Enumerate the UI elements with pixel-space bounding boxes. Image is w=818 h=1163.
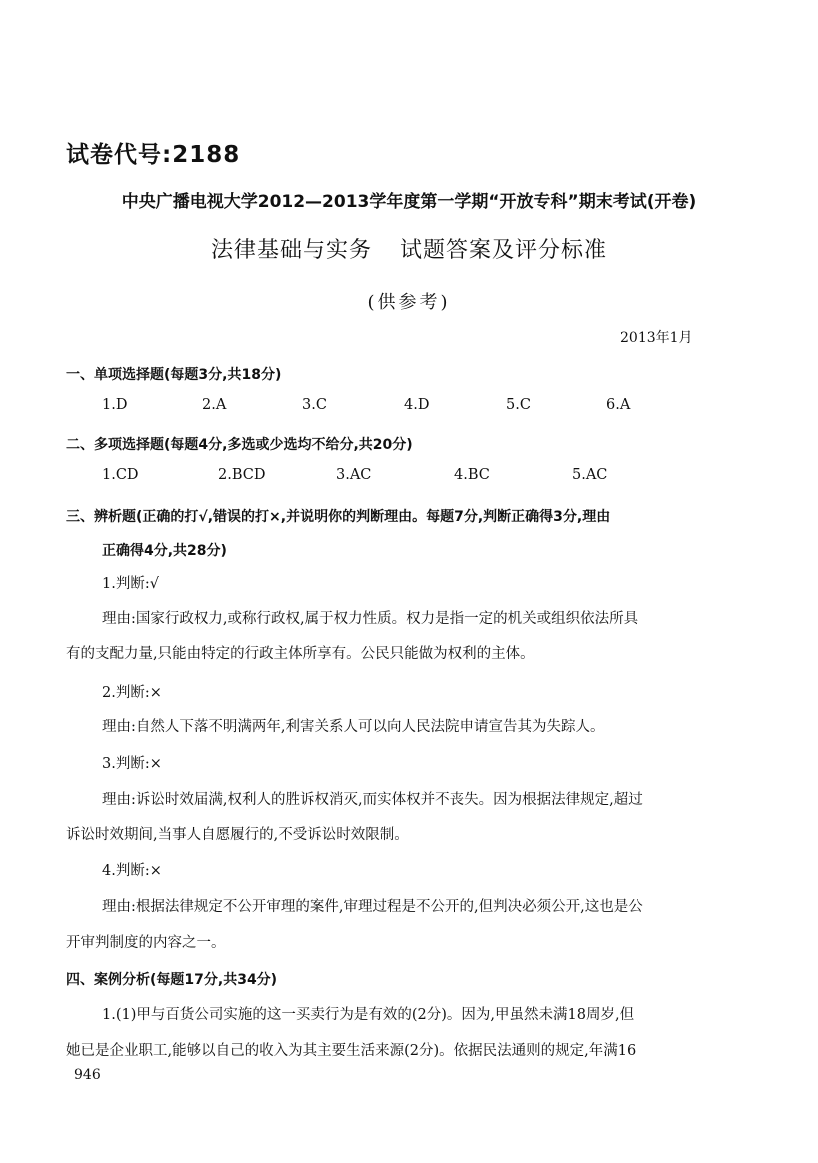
case-1-line2: 她已是企业职工,能够以自己的收入为其主要生活来源(2分)。依据民法通则的规定,年满16 <box>66 1043 637 1059</box>
judge-1: 1.判断:√ <box>102 576 159 592</box>
judge-2: 2.判断:× <box>102 685 162 701</box>
answer-item: 5.AC <box>572 467 608 483</box>
answer-title: 试题答案及评分标准 <box>400 238 608 263</box>
reason-1-line1: 理由:国家行政权力,或称行政权,属于权力性质。权力是指一定的机关或组织依法所具 <box>102 611 639 627</box>
answer-item: 2.A <box>202 397 227 413</box>
document-title <box>0 233 818 264</box>
reason-3-line2: 诉讼时效期间,当事人自愿履行的,不受诉讼时效限制。 <box>66 827 409 843</box>
answer-item: 3.C <box>302 397 327 413</box>
exam-date: 2013年1月 <box>620 330 693 346</box>
section1-heading: 一、单项选择题(每题3分,共18分) <box>66 367 282 383</box>
answer-item: 1.CD <box>102 467 139 483</box>
judge-3: 3.判断:× <box>102 756 162 772</box>
reason-3-line1: 理由:诉讼时效届满,权利人的胜诉权消灭,而实体权并不丧失。因为根据法律规定,超过 <box>102 792 643 808</box>
reason-4-line2: 开审判制度的内容之一。 <box>66 935 226 951</box>
section1-answers <box>102 397 630 413</box>
answer-item: 5.C <box>506 397 531 413</box>
course-name: 法律基础与实务 <box>210 238 372 263</box>
section4-heading: 四、案例分析(每题17分,共34分) <box>66 972 278 988</box>
answer-item: 2.BCD <box>218 467 266 483</box>
answer-item: 3.AC <box>336 467 372 483</box>
answer-item: 4.BC <box>454 467 490 483</box>
answer-item: 4.D <box>404 397 430 413</box>
exam-title: 中央广播电视大学2012—2013学年度第一学期“开放专科”期末考试(开卷) <box>121 192 697 212</box>
section2-heading: 二、多项选择题(每题4分,多选或少选均不给分,共20分) <box>66 437 413 453</box>
case-1-line1: 1.(1)甲与百货公司实施的这一买卖行为是有效的(2分)。因为,甲虽然未满18周岁,但 <box>102 1007 635 1023</box>
page-number: 946 <box>74 1067 101 1083</box>
answer-item: 1.D <box>102 397 128 413</box>
answer-item: 6.A <box>606 397 631 413</box>
paper-code: 试卷代号:2188 <box>66 142 241 168</box>
judge-4: 4.判断:× <box>102 863 162 879</box>
reason-4-line1: 理由:根据法律规定不公开审理的案件,审理过程是不公开的,但判决必须公开,这也是公 <box>102 899 643 915</box>
section3-heading-cont: 正确得4分,共28分) <box>102 543 227 559</box>
reason-2-line1: 理由:自然人下落不明满两年,利害关系人可以向人民法院申请宣告其为失踪人。 <box>102 719 605 735</box>
reason-1-line2: 有的支配力量,只能由特定的行政主体所享有。公民只能做为权利的主体。 <box>66 646 535 662</box>
section2-answers <box>102 467 607 483</box>
reference-note: (供参考) <box>367 292 451 313</box>
section3-heading: 三、辨析题(正确的打√,错误的打×,并说明你的判断理由。每题7分,判断正确得3分,理由 <box>66 509 611 525</box>
